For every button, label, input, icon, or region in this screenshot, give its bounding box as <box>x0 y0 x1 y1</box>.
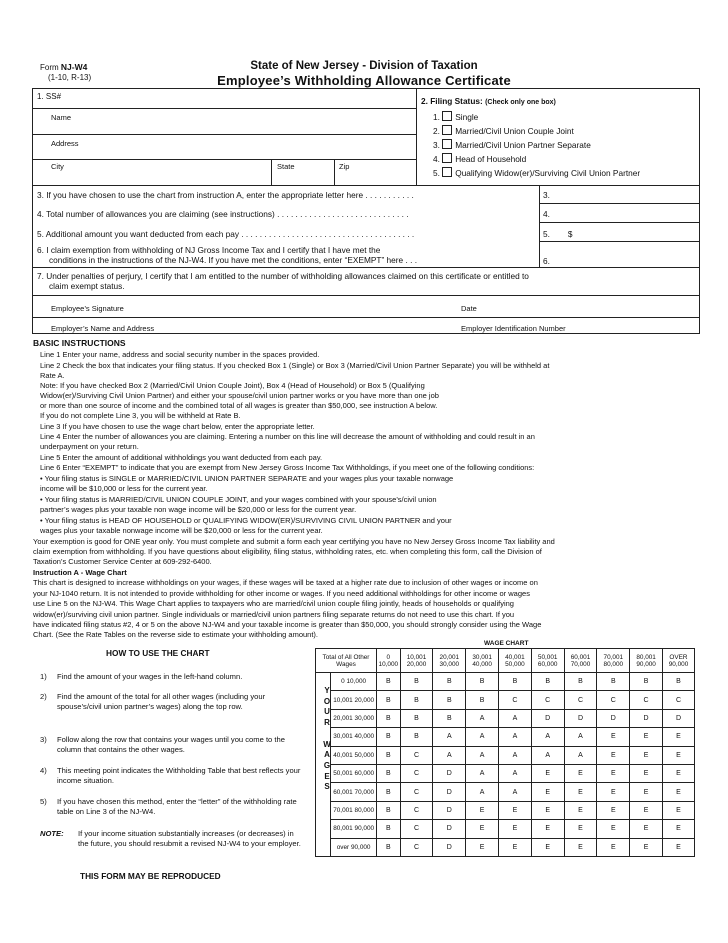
rate-cell: E <box>466 820 499 838</box>
instruction-a-1: This chart is designed to increase withholdings on your wages, if these wages will be taxed at a higher rate due to inclusion of other wages or income on <box>33 578 538 587</box>
rate-cell: E <box>630 820 663 838</box>
rate-cell: A <box>499 764 532 782</box>
basic-note-3: or more than one source of income and the combined total of all wages is greater than $50,000, see instruction A below. <box>40 401 438 410</box>
how-step-4-num: 4) <box>40 766 47 775</box>
side-letter: W <box>323 739 331 749</box>
rate-cell: C <box>400 838 433 856</box>
rate-cell: A <box>499 709 532 727</box>
checkbox[interactable] <box>442 139 452 149</box>
rate-cell: E <box>630 728 663 746</box>
rate-cell: C <box>630 691 663 709</box>
how-step-5: If you have chosen this method, enter the “letter” of the withholding rate table on Line 3 of the NJ-W4. <box>57 797 297 817</box>
column-header: OVER 90,000 <box>662 649 694 673</box>
side-letter: S <box>324 782 330 792</box>
rate-cell: E <box>531 764 564 782</box>
rate-cell: E <box>597 746 630 764</box>
rate-cell: E <box>662 728 694 746</box>
wage-chart-title: WAGE CHART <box>484 640 529 647</box>
side-letter: E <box>324 771 330 781</box>
dollar-sign: $ <box>567 229 573 239</box>
rate-cell: A <box>466 728 499 746</box>
rate-cell: A <box>466 709 499 727</box>
line-4-text: 4. Total number of allowances you are claiming (see instructions) . . . . . . . . . . . . . . . . . . . . . . . . . . . . . <box>37 209 409 219</box>
rate-cell: B <box>597 673 630 691</box>
basic-line-2: Line 2 Check the box that indicates your filing status. If you checked Box 1 (Single) or Box 3 (Married/Civil Union Partner Separate) you will be withheld at <box>40 361 550 370</box>
option-number: 1. <box>433 112 440 122</box>
rate-cell: C <box>564 691 597 709</box>
rate-cell: D <box>433 801 466 819</box>
rate-cell: E <box>597 728 630 746</box>
basic-line-4: Line 4 Enter the number of allowances you are claiming. Entering a number on this line will decrease the amount of withholding and could result in an <box>40 432 535 441</box>
line-5-number: 5. <box>543 229 550 239</box>
ssn-field[interactable]: 1. SS# <box>37 92 62 101</box>
wage-chart-row <box>316 709 695 727</box>
filing-status-heading <box>421 96 556 106</box>
line-7-text-2: claim exempt status. <box>49 281 125 291</box>
rate-cell: B <box>377 673 401 691</box>
wage-chart-row <box>316 728 695 746</box>
basic-line-1: Line 1 Enter your name, address and social security number in the spaces provided. <box>40 350 320 359</box>
rate-cell: E <box>499 838 532 856</box>
rate-cell: E <box>466 801 499 819</box>
rate-cell: C <box>400 746 433 764</box>
checkbox[interactable] <box>442 125 452 135</box>
basic-note-1: Note: If you have checked Box 2 (Married/Civil Union Couple Joint), Box 4 (Head of Household) or Box 5 (Qualifying <box>40 381 425 390</box>
rate-cell: B <box>630 673 663 691</box>
basic-line-2b: Rate A. <box>40 371 65 380</box>
row-header: 80,001 90,000 <box>331 820 377 838</box>
rate-cell: B <box>377 691 401 709</box>
rate-cell: B <box>400 728 433 746</box>
basic-note-4: If you do not complete Line 3, you will be withheld at Rate B. <box>40 411 241 420</box>
rate-cell: D <box>630 709 663 727</box>
certificate-form <box>32 88 700 334</box>
side-letter: Y <box>324 686 330 695</box>
form-label: Form <box>40 63 61 72</box>
wage-chart-row <box>316 691 695 709</box>
rate-cell: E <box>597 820 630 838</box>
rate-cell: B <box>377 801 401 819</box>
rate-cell: E <box>597 764 630 782</box>
rate-cell: D <box>433 764 466 782</box>
side-letter: G <box>323 760 331 770</box>
checkbox[interactable] <box>442 111 452 121</box>
ein-field[interactable]: Employer Identification Number <box>461 324 566 333</box>
rate-cell: E <box>662 764 694 782</box>
column-header: 50,001 60,000 <box>531 649 564 673</box>
column-header: 70,001 80,000 <box>597 649 630 673</box>
rate-cell: E <box>597 783 630 801</box>
instruction-a-4: widow(er)/surviving civil union partner. Single individuals or married/civil union partners filing separate returns do not need to use this chart. If you <box>33 610 515 619</box>
side-letter: U <box>324 707 330 717</box>
rate-cell: A <box>499 783 532 801</box>
date-field[interactable]: Date <box>461 304 477 313</box>
exemption-text-2: claim exemption from withholding. If you have questions about eligibility, filing status, withholding rates, etc. when completing this form, call the Division of <box>33 547 542 556</box>
side-letter: A <box>324 750 330 760</box>
form-number: NJ-W4 <box>60 62 88 72</box>
zip-field[interactable]: Zip <box>339 162 350 171</box>
rate-cell: E <box>564 764 597 782</box>
rate-cell: E <box>499 820 532 838</box>
rate-cell: B <box>377 709 401 727</box>
side-letter: R <box>324 718 330 728</box>
option-number: 2. <box>433 126 440 136</box>
rate-cell: A <box>564 746 597 764</box>
rate-cell: E <box>466 838 499 856</box>
rate-cell: C <box>499 691 532 709</box>
reproduce-notice: THIS FORM MAY BE REPRODUCED <box>80 871 221 881</box>
rate-cell: E <box>630 801 663 819</box>
option-label: Single <box>455 112 479 122</box>
rate-cell: A <box>433 728 466 746</box>
rate-cell: E <box>531 783 564 801</box>
how-step-5-num: 5) <box>40 797 47 806</box>
rate-cell: E <box>662 746 694 764</box>
row-header: over 90,000 <box>331 838 377 856</box>
basic-bullet-1a: • Your filing status is SINGLE or MARRIED/CIVIL UNION PARTNER SEPARATE and your wages plus your taxable nonwage <box>40 474 454 483</box>
agency-name: State of New Jersey - Division of Taxation <box>250 60 478 72</box>
option-label: Head of Household <box>455 154 527 164</box>
line-6-box[interactable]: 6. <box>543 256 550 266</box>
rate-cell: B <box>564 673 597 691</box>
option-number: 5. <box>433 168 440 178</box>
filing-option-head-household[interactable] <box>433 153 526 164</box>
rate-cell: E <box>531 838 564 856</box>
rate-cell: E <box>597 801 630 819</box>
rate-cell: E <box>662 838 694 856</box>
wage-chart-row <box>316 820 695 838</box>
rate-cell: E <box>630 764 663 782</box>
how-step-2: Find the amount of the total for all other wages (including your spouse’s/civil union partner’s wages) along the top row. <box>57 692 266 712</box>
rate-cell: E <box>662 801 694 819</box>
how-note-label: NOTE: <box>40 829 64 838</box>
basic-note-2: Widow(er)/Surviving Civil Union Partner) and either your spouse/civil union partner works or you have more than one job <box>40 391 439 400</box>
rate-cell: B <box>400 691 433 709</box>
wage-chart-row <box>316 838 695 856</box>
column-header: 10,001 20,000 <box>400 649 433 673</box>
rate-cell: A <box>499 746 532 764</box>
filing-option-married-separate[interactable] <box>433 139 591 150</box>
rate-cell: E <box>630 783 663 801</box>
rate-cell: E <box>564 838 597 856</box>
rate-cell: D <box>433 838 466 856</box>
rate-cell: E <box>662 820 694 838</box>
line-4-box[interactable]: 4. <box>543 209 550 219</box>
basic-bullet-3b: wages plus your taxable nonwage income will be $20,000 or less for the current year. <box>40 526 323 535</box>
rate-cell: D <box>662 709 694 727</box>
rate-cell: B <box>377 764 401 782</box>
rate-cell: E <box>630 746 663 764</box>
rate-cell: B <box>377 728 401 746</box>
rate-cell: C <box>400 764 433 782</box>
address-field[interactable]: Address <box>51 139 79 148</box>
rate-cell: B <box>466 673 499 691</box>
rate-cell: C <box>597 691 630 709</box>
form-revision: (1-10, R-13) <box>48 73 92 82</box>
option-label: Married/Civil Union Couple Joint <box>455 126 574 136</box>
filing-status-note: (Check only one box) <box>485 99 556 106</box>
instruction-a-5: have indicated filing status #2, 4 or 5 on the above NJ-W4 and your taxable income is greater than $50,000, you should strongly consider using the Wage <box>33 620 542 629</box>
how-step-3: Follow along the row that contains your wages until you come to the column that contains the other wages. <box>57 735 285 755</box>
basic-line-3: Line 3 If you have chosen to use the wage chart below, enter the appropriate letter. <box>40 422 315 431</box>
rate-cell: E <box>597 838 630 856</box>
line-6-text-1: 6. I claim exemption from withholding of NJ Gross Income Tax and I certify that I have met the <box>37 245 381 255</box>
how-to-heading: HOW TO USE THE CHART <box>106 648 210 658</box>
rate-cell: D <box>433 820 466 838</box>
how-step-1: Find the amount of your wages in the left-hand column. <box>57 672 243 681</box>
basic-line-4b: underpayment on your return. <box>40 442 139 451</box>
rate-cell: B <box>662 673 694 691</box>
instruction-a-heading: Instruction A - Wage Chart <box>33 568 127 577</box>
column-header: 20,001 30,000 <box>433 649 466 673</box>
exemption-text-3: Taxation’s Customer Service Center at 609-292-6400. <box>33 557 212 566</box>
rate-cell: E <box>564 801 597 819</box>
row-header: 70,001 80,000 <box>331 801 377 819</box>
rate-cell: B <box>466 691 499 709</box>
signature-field[interactable]: Employee’s Signature <box>51 304 124 313</box>
side-letter: O <box>323 696 331 706</box>
rate-cell: B <box>531 673 564 691</box>
exemption-text-1: Your exemption is good for ONE year only. You must complete and submit a form each year certifying you have no New Jersey Gross Income Tax liability and <box>33 537 555 546</box>
instruction-a-2: your NJ-1040 return. It is not intended to provide withholding for other income or wages. If you need additional withholdings for other income or wages <box>33 589 530 598</box>
option-number: 4. <box>433 154 440 164</box>
rate-cell: B <box>433 691 466 709</box>
rate-cell: B <box>433 709 466 727</box>
basic-bullet-2b: partner’s wages plus your taxable non wage income will be $20,000 or less for the current year. <box>40 505 357 514</box>
rate-cell: A <box>466 783 499 801</box>
rate-cell: B <box>377 838 401 856</box>
column-header: 60,001 70,000 <box>564 649 597 673</box>
name-field[interactable]: Name <box>51 113 72 122</box>
instruction-a-6: Chart. (See the Rate Tables on the reverse side to estimate your withholding amount). <box>33 630 319 639</box>
rate-cell: E <box>564 783 597 801</box>
rate-cell: D <box>597 709 630 727</box>
rate-cell: B <box>377 820 401 838</box>
checkbox[interactable] <box>442 153 452 163</box>
wage-chart <box>315 648 695 857</box>
rate-cell: A <box>499 728 532 746</box>
state-field[interactable]: State <box>277 162 295 171</box>
rate-cell: B <box>377 746 401 764</box>
your-wages-label <box>321 686 333 793</box>
rate-cell: A <box>466 746 499 764</box>
employer-field[interactable]: Employer’s Name and Address <box>51 324 155 333</box>
row-header: 0 10,000 <box>331 673 377 691</box>
option-label: Married/Civil Union Partner Separate <box>455 140 591 150</box>
option-number: 3. <box>433 140 440 150</box>
rate-cell: A <box>466 764 499 782</box>
basic-line-5: Line 5 Enter the amount of additional withholdings you want deducted from each pay. <box>40 453 323 462</box>
how-note: If your income situation substantially increases (or decreases) in the future, you should resubmit a revised NJ-W4 to your employer. <box>78 829 301 849</box>
basic-line-6: Line 6 Enter “EXEMPT” to indicate that you are exempt from New Jersey Gross Income Tax Withholdings, if you meet one of the following conditions: <box>40 463 535 472</box>
rate-cell: B <box>499 673 532 691</box>
rate-cell: A <box>564 728 597 746</box>
row-header: 20,001 30,000 <box>331 709 377 727</box>
basic-bullet-2a: • Your filing status is MARRIED/CIVIL UNION COUPLE JOINT, and your wages combined with your spouse’s/civil union <box>40 495 437 504</box>
rate-cell: E <box>662 783 694 801</box>
rate-cell: C <box>400 783 433 801</box>
checkbox[interactable] <box>442 167 452 177</box>
rate-cell: A <box>531 728 564 746</box>
column-header: 0 10,000 <box>377 649 401 673</box>
row-header: 50,001 60,000 <box>331 764 377 782</box>
wage-chart-row <box>316 764 695 782</box>
rate-cell: C <box>400 820 433 838</box>
rate-cell: E <box>499 801 532 819</box>
instruction-a-3: use Line 5 on the NJ-W4. This Wage Chart applies to taxpayers who are married/civil union couple filing jointly, heads of households or qualifying <box>33 599 514 608</box>
filing-option-married-joint[interactable] <box>433 125 574 136</box>
rate-cell: E <box>531 820 564 838</box>
option-label: Qualifying Widow(er)/Surviving Civil Union Partner <box>455 168 641 178</box>
row-header: 10,001 20,000 <box>331 691 377 709</box>
line-3-text: 3. If you have chosen to use the chart from instruction A, enter the appropriate letter here . . . . . . . . . . . <box>37 190 414 200</box>
rate-cell: C <box>662 691 694 709</box>
filing-option-widow[interactable] <box>433 167 640 178</box>
how-step-3-num: 3) <box>40 735 47 744</box>
how-step-4: This meeting point indicates the Withholding Table that best reflects your income situation. <box>57 766 301 786</box>
line-5-text: 5. Additional amount you want deducted from each pay . . . . . . . . . . . . . . . . . . . . . . . . . . . . . . . . . . . . . . <box>37 229 415 239</box>
line-7-text-1: 7. Under penalties of perjury, I certify that I am entitled to the number of withholding allowances claimed on this certificate or entitled to <box>37 271 529 281</box>
rate-cell: B <box>400 673 433 691</box>
rate-cell: E <box>564 820 597 838</box>
rate-cell: B <box>377 783 401 801</box>
rate-cell: D <box>531 709 564 727</box>
rate-cell: E <box>630 838 663 856</box>
rate-cell: E <box>531 801 564 819</box>
rate-cell: C <box>400 801 433 819</box>
how-step-2-num: 2) <box>40 692 47 701</box>
wage-chart-row <box>316 783 695 801</box>
wage-chart-corner: Total of All Other Wages <box>316 649 377 673</box>
city-field[interactable]: City <box>51 162 64 171</box>
filing-status-title: 2. Filing Status: <box>421 96 483 106</box>
filing-option-single[interactable] <box>433 111 478 122</box>
column-header: 80,001 90,000 <box>630 649 663 673</box>
wage-chart-row <box>316 673 695 691</box>
column-header: 30,001 40,000 <box>466 649 499 673</box>
row-header: 60,001 70,000 <box>331 783 377 801</box>
column-header: 40,001 50,000 <box>499 649 532 673</box>
rate-cell: A <box>531 746 564 764</box>
rate-cell: D <box>433 783 466 801</box>
row-header: 30,001 40,000 <box>331 728 377 746</box>
rate-cell: A <box>433 746 466 764</box>
rate-cell: D <box>564 709 597 727</box>
wage-chart-row <box>316 746 695 764</box>
rate-cell: B <box>400 709 433 727</box>
row-header: 40,001 50,000 <box>331 746 377 764</box>
basic-instructions-heading: BASIC INSTRUCTIONS <box>33 338 126 348</box>
page-title: Employee’s Withholding Allowance Certificate <box>217 73 511 88</box>
basic-bullet-1b: income will be $10,000 or less for the current year. <box>40 484 208 493</box>
line-3-box[interactable]: 3. <box>543 190 550 200</box>
how-step-1-num: 1) <box>40 672 47 681</box>
rate-cell: B <box>433 673 466 691</box>
rate-cell: C <box>531 691 564 709</box>
line-5-box[interactable] <box>543 229 573 239</box>
wage-chart-row <box>316 801 695 819</box>
line-6-text-2: conditions in the instructions of the NJ-W4. If you have met the conditions, enter “EXEMPT” here . . . <box>49 255 417 265</box>
basic-bullet-3a: • Your filing status is HEAD OF HOUSEHOLD or QUALIFYING WIDOW(ER)/SURVIVING CIVIL UNION PARTNER and your <box>40 516 452 525</box>
